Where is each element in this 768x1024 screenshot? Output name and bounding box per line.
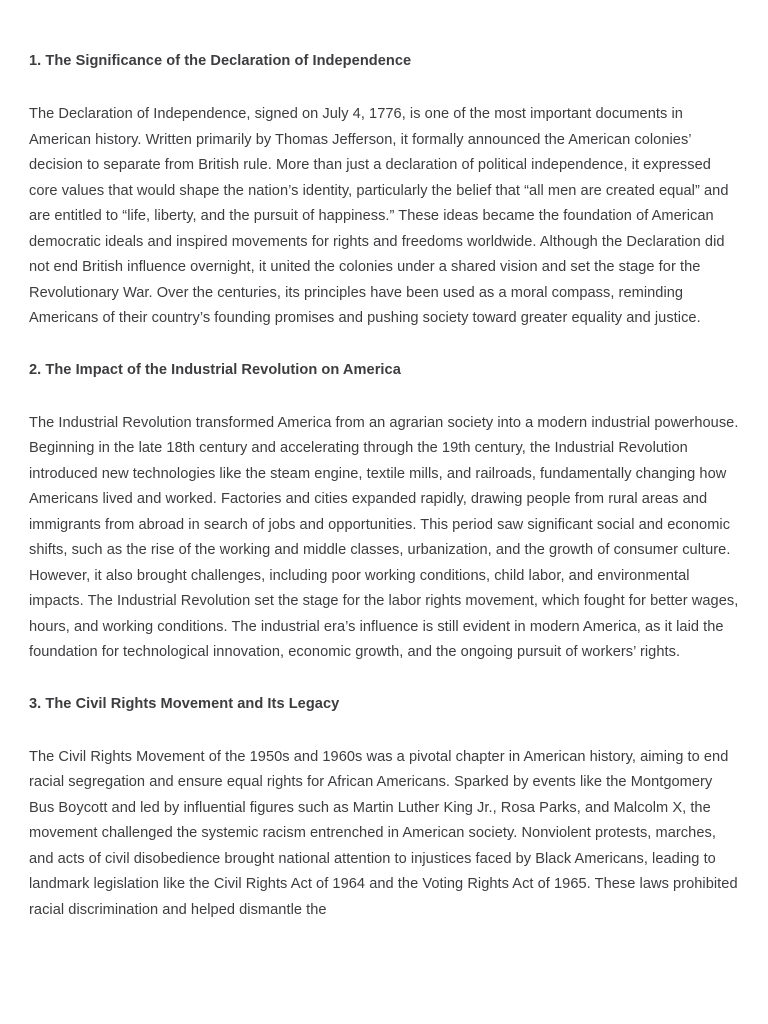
section-1-body: The Declaration of Independence, signed on July 4, 1776, is one of the most important documents in American history. Written primarily by Thomas Jefferson, it formally announced the American colonies’ decision to separate from British rule. More than just a declaration of political independence, it expressed core values that would shape the nation’s identity, particularly the belief that “all men are created equal” and are entitled to “life, liberty, and the pursuit of happiness.” These ideas became the foundation of American democratic ideals and inspired movements for rights and freedoms worldwide. Although the Declaration did not end British influence overnight, it united the colonies under a shared vision and set the stage for the Revolutionary War. Over the centuries, its principles have been used as a moral compass, reminding Americans of their country’s founding promises and pushing society toward greater equality and justice.	[29, 106, 729, 326]
section-2-body: The Industrial Revolution transformed America from an agrarian society into a modern industrial powerhouse. Beginning in the late 18th century and accelerating through the 19th century, the Industrial Revolution introduced new technologies like the steam engine, textile mills, and railroads, fundamentally changing how Americans lived and worked. Factories and cities expanded rapidly, drawing people from rural areas and immigrants from abroad in search of jobs and opportunities. This period saw significant social and economic shifts, such as the rise of the working and middle classes, urbanization, and the growth of consumer culture. However, it also brought challenges, including poor working conditions, child labor, and environmental impacts. The Industrial Revolution set the stage for the labor rights movement, which fought for better wages, hours, and working conditions. The industrial era’s influence is still evident in modern America, as it laid the foundation for technological innovation, economic growth, and the ongoing pursuit of workers’ rights.	[29, 414, 739, 660]
section-2-title: 2. The Impact of the Industrial Revolution on America	[29, 361, 401, 378]
section-1-title: 1. The Significance of the Declaration of Independence	[29, 53, 412, 69]
section-3-title: 3. The Civil Rights Movement and Its Legacy	[29, 695, 340, 712]
section-3-body: The Civil Rights Movement of the 1950s and 1960s was a pivotal chapter in American history, aiming to end racial segregation and ensure equal rights for African Americans. Sparked by events like the Montgomery Bus Boycott and led by influential figures such as Martin Luther King Jr., Rosa Parks, and Malcolm X, the movement challenged the systemic racism entrenched in American society. Nonviolent protests, marches, and acts of civil disobedience brought national attention to injustices faced by Black Americans, leading to landmark legislation like the Civil Rights Act of 1964 and the Voting Rights Act of 1965. These laws prohibited racial discrimination and helped dismantle the	[29, 748, 738, 918]
